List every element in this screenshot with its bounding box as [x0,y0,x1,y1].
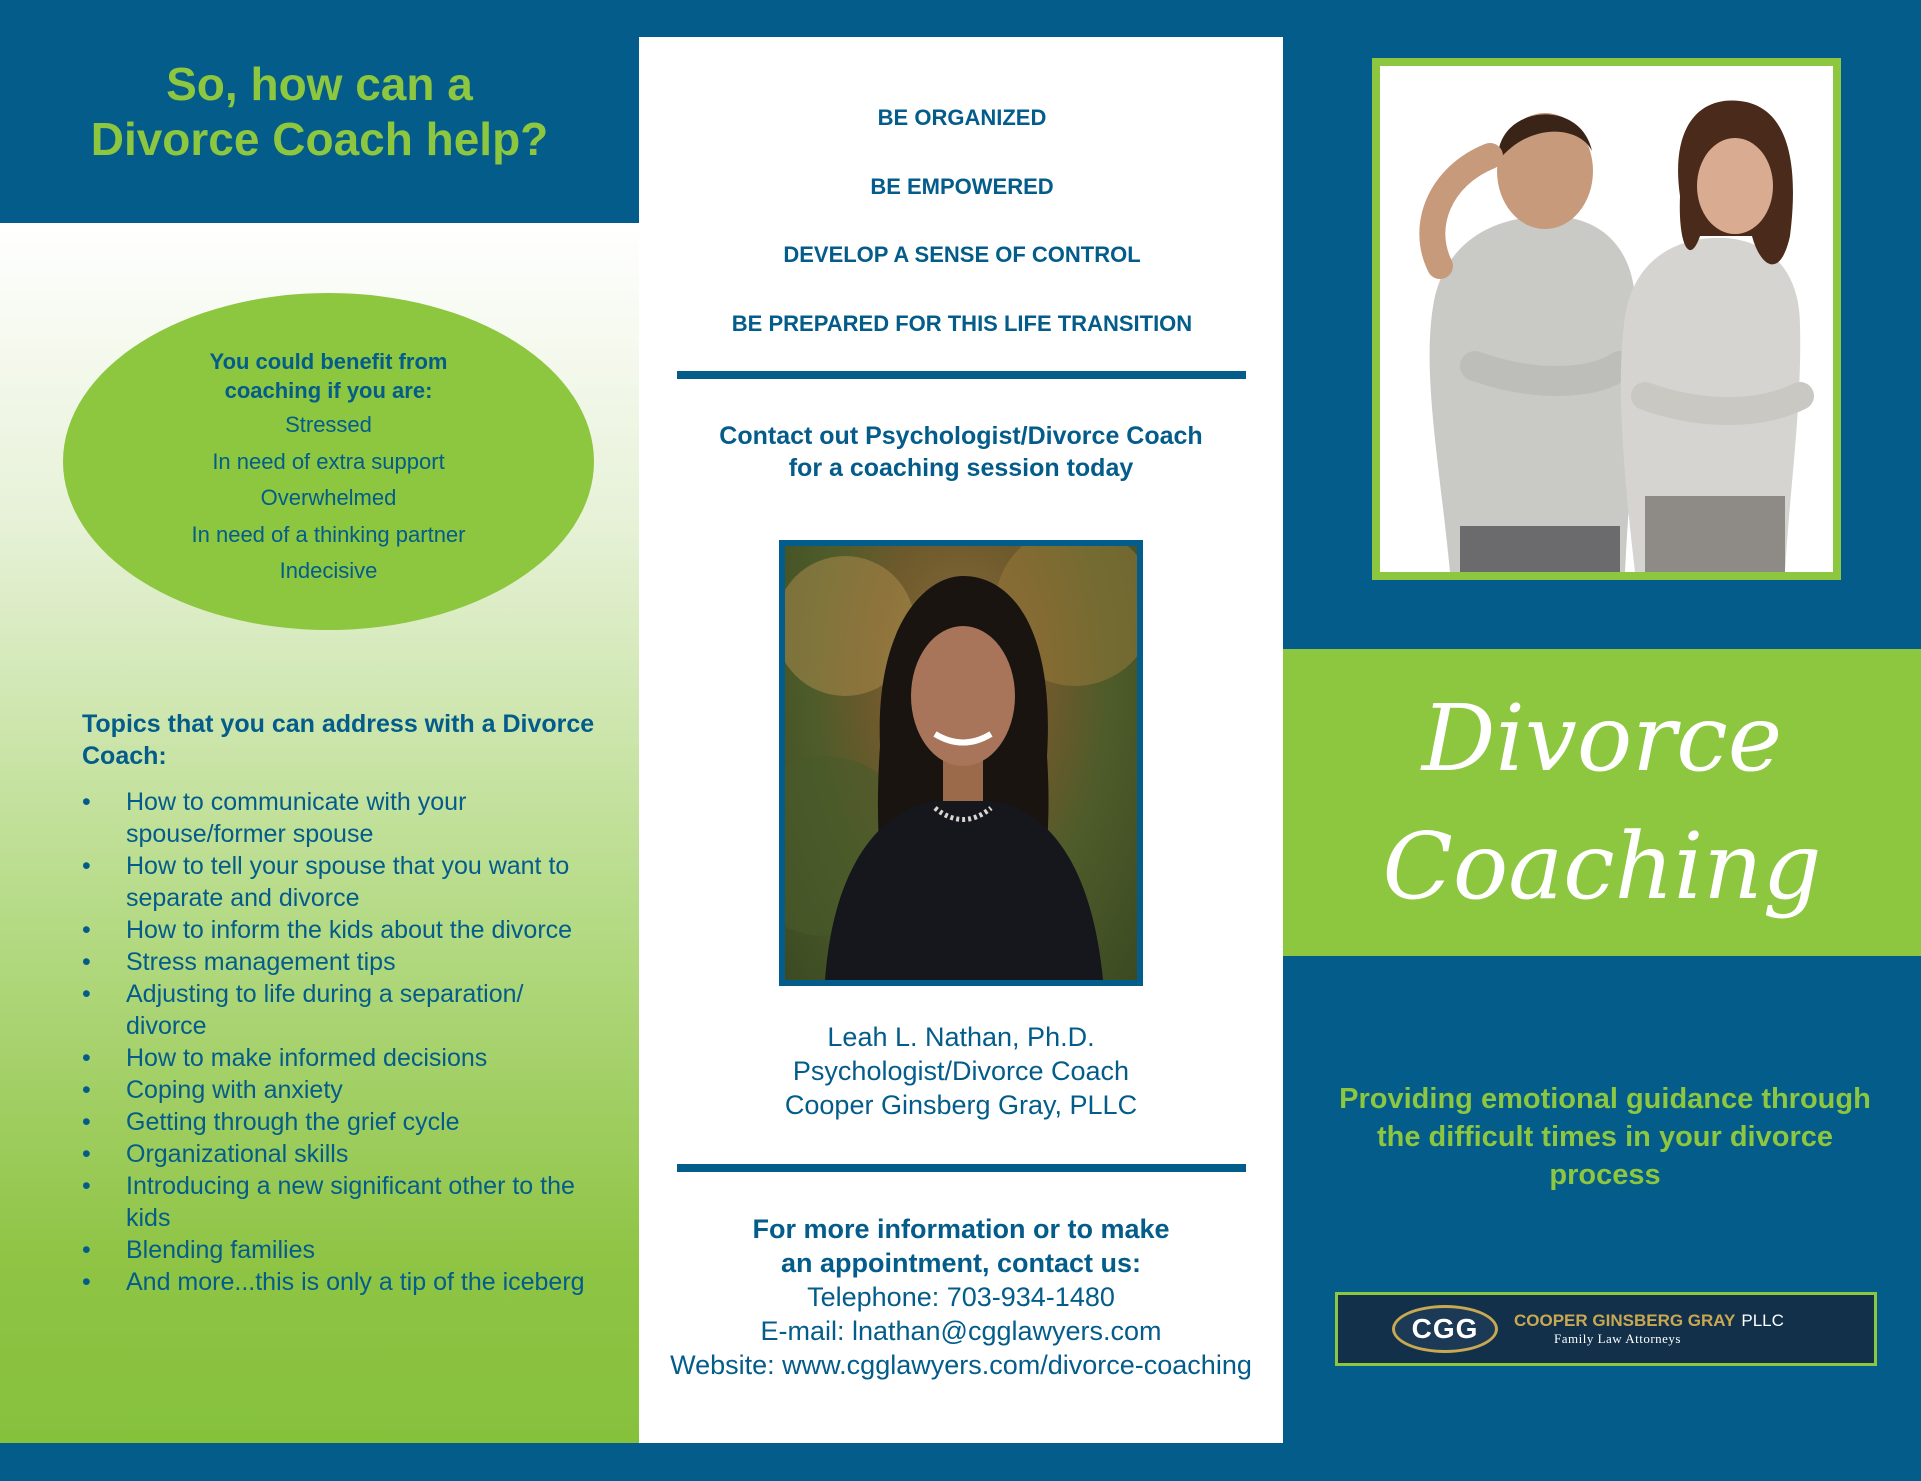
topic-item: • How to inform the kids about the divorce [82,914,602,946]
topic-item: • Getting through the grief cycle [82,1106,602,1138]
benefit-item: In need of a thinking partner [191,521,466,547]
left-header-panel [0,0,639,223]
contact-cta-line-2: for a coaching session today [788,454,1134,482]
benefit-item: Overwhelmed [260,485,397,510]
coach-portrait-illustration [785,546,1137,980]
topics-list [82,786,602,1298]
logo-text [1514,1311,1784,1347]
topic-item: • How to communicate with your spouse/former spouse [82,786,602,850]
telephone[interactable]: Telephone: 703-934-1480 [807,1282,1115,1312]
firm-logo [1335,1292,1877,1366]
benefit-item: In need of extra support [212,448,445,474]
goal-be-organized: BE ORGANIZED [877,105,1047,130]
couple-illustration [1380,66,1833,572]
benefit-item: Stressed [285,412,372,437]
benefit-oval [63,293,594,630]
logo-subtitle: Family Law Attorneys [1554,1331,1681,1346]
goal-be-prepared: BE PREPARED FOR THIS LIFE TRANSITION [731,311,1193,336]
topic-item: • How to tell your spouse that you want to separate and divorce [82,850,602,914]
contact-info [660,1212,1262,1382]
coach-title: Psychologist/Divorce Coach [792,1056,1130,1086]
topic-item: • Coping with anxiety [82,1074,602,1106]
coach-name: Leah L. Nathan, Ph.D. [827,1022,1095,1052]
divider-bottom [677,1164,1246,1172]
contact-cta-line-1: Contact out Psychologist/Divorce Coach [719,422,1203,450]
topic-item: • Adjusting to life during a separation/ divorce [82,978,602,1042]
title-band [1283,649,1921,956]
left-title [91,57,549,167]
coach-firm: Cooper Ginsberg Gray, PLLC [784,1090,1138,1120]
brochure-title-line-1: Divorce [1421,684,1783,792]
topic-item: • Introducing a new significant other to the kids [82,1170,602,1234]
more-info-line-1: For more information or to make [752,1214,1170,1244]
topic-item: • Blending families [82,1234,602,1266]
coach-info [660,1020,1262,1122]
brochure-title [1383,675,1822,931]
cgg-logo-mark: CGG [1392,1305,1498,1353]
benefit-heading: You could benefit from coaching if you are: [209,349,448,403]
topic-item: • Stress management tips [82,946,602,978]
contact-cta [660,420,1262,484]
logo-firm [1514,1311,1784,1331]
tagline: Providing emotional guidance through the difficult times in your divorce process [1339,1083,1871,1191]
topics-heading: Topics that you can address with a Divorce Coach: [82,710,595,770]
brochure-title-line-2: Coaching [1382,812,1822,920]
logo-firm-suffix: PLLC [1741,1311,1784,1330]
website-link[interactable]: Website: www.cgglawyers.com/divorce-coaching [670,1350,1252,1380]
coach-photo-frame [779,540,1143,986]
couple-photo [1380,66,1833,572]
benefit-list [63,407,594,590]
goal-sense-of-control: DEVELOP A SENSE OF CONTROL [783,242,1141,267]
benefit-item: Indecisive [279,558,378,583]
coach-photo [785,546,1137,980]
goal-be-empowered: BE EMPOWERED [870,174,1054,199]
more-info-line-2: an appointment, contact us: [780,1248,1142,1278]
logo-firm-name: COOPER GINSBERG GRAY [1514,1311,1736,1330]
couple-photo-frame [1372,58,1841,580]
divider-top [677,371,1246,379]
topic-item: • Organizational skills [82,1138,602,1170]
left-title-line-2: Divorce Coach help? [90,112,549,165]
topic-item: • How to make informed decisions [82,1042,602,1074]
topic-item: • And more...this is only a tip of the iceberg [82,1266,602,1298]
left-title-line-1: So, how can a [166,57,473,110]
email-link[interactable]: E-mail: lnathan@cgglawyers.com [760,1316,1162,1346]
